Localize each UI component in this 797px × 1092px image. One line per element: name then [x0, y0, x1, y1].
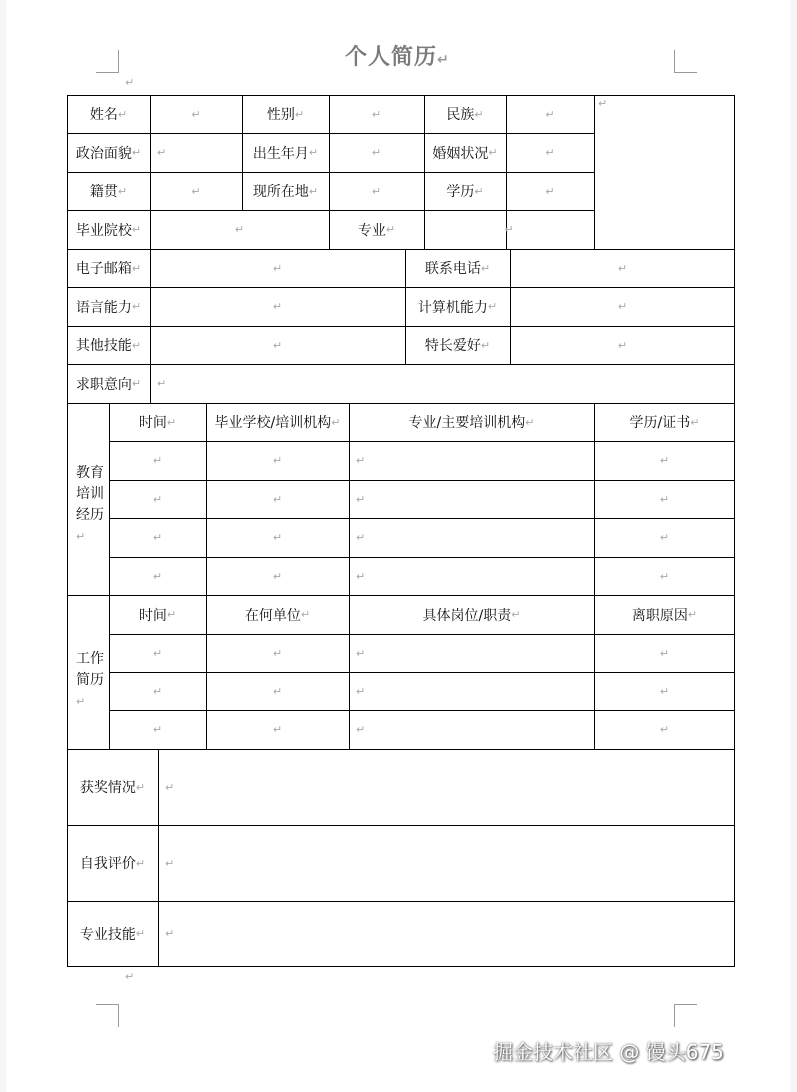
edu-certificate-cell[interactable]: ↵ — [659, 454, 670, 467]
marital-status-field[interactable]: ↵ — [545, 146, 555, 159]
crop-mark-bottom-left — [96, 1004, 119, 1027]
edu-major-cell[interactable]: ↵ — [356, 569, 366, 583]
gender-field[interactable]: ↵ — [371, 107, 382, 121]
paragraph-mark-icon: ↵ — [437, 52, 450, 68]
edu-certificate-cell[interactable]: ↵ — [659, 531, 670, 544]
label-other-skills: 其他技能 ↵ — [75, 338, 142, 354]
current-location-field[interactable]: ↵ — [371, 184, 382, 198]
edu-school-cell[interactable]: ↵ — [272, 531, 283, 544]
ethnicity-field[interactable]: ↵ — [545, 107, 555, 121]
birth-date-field[interactable]: ↵ — [371, 146, 382, 159]
label-current-location: 现所在地 ↵ — [252, 184, 319, 200]
edu-time-cell[interactable]: ↵ — [152, 569, 163, 583]
label-phone: 联系电话 ↵ — [424, 261, 491, 277]
paragraph-mark-icon: ↵ — [125, 76, 135, 89]
label-hobbies: 特长爱好 ↵ — [424, 338, 491, 354]
work-company-cell[interactable]: ↵ — [272, 723, 283, 736]
political-status-field[interactable]: ↵ — [157, 146, 167, 159]
work-header-time: 时间 ↵ — [138, 607, 177, 624]
work-reason-cell[interactable]: ↵ — [659, 646, 670, 660]
label-ethnicity: 民族 ↵ — [446, 107, 484, 123]
name-field[interactable]: ↵ — [191, 107, 201, 121]
label-political-status: 政治面貌 ↵ — [75, 145, 142, 162]
edu-major-cell[interactable]: ↵ — [356, 492, 366, 506]
work-company-cell[interactable]: ↵ — [272, 684, 283, 698]
label-gender: 性别 ↵ — [266, 107, 305, 123]
label-graduate-school: 毕业院校 ↵ — [75, 222, 142, 239]
graduate-school-field[interactable]: ↵ — [234, 223, 245, 236]
awards-field[interactable]: ↵ — [165, 780, 175, 794]
education-field[interactable]: ↵ — [545, 184, 555, 198]
native-place-field[interactable]: ↵ — [191, 184, 201, 198]
edu-time-cell[interactable]: ↵ — [152, 454, 163, 467]
self-evaluation-field[interactable]: ↵ — [165, 856, 175, 870]
table-rule — [67, 966, 735, 967]
label-native-place: 籍贯 ↵ — [89, 184, 128, 200]
label-language: 语言能力 ↵ — [75, 299, 142, 316]
page-title[interactable] — [345, 40, 450, 71]
resume-table — [67, 95, 735, 967]
edu-time-cell[interactable]: ↵ — [152, 531, 163, 544]
work-company-cell[interactable]: ↵ — [272, 646, 283, 660]
label-job-intention: 求职意向 ↵ — [75, 376, 142, 393]
crop-mark-top-right — [674, 50, 697, 73]
label-professional-skills: 专业技能 ↵ — [79, 926, 146, 943]
label-computer: 计算机能力 ↵ — [417, 299, 498, 316]
edu-certificate-cell[interactable]: ↵ — [659, 492, 670, 506]
edu-school-cell[interactable]: ↵ — [272, 569, 283, 583]
edu-school-cell[interactable]: ↵ — [272, 492, 283, 506]
work-time-cell[interactable]: ↵ — [152, 684, 163, 698]
language-field[interactable]: ↵ — [272, 300, 283, 313]
crop-mark-bottom-right — [674, 1004, 697, 1027]
major-field[interactable]: ↵ — [504, 223, 514, 236]
table-rule — [594, 95, 595, 249]
job-intention-field[interactable]: ↵ — [157, 377, 167, 390]
edu-header-school: 毕业学校/培训机构 ↵ — [214, 415, 341, 431]
edu-time-cell[interactable]: ↵ — [152, 492, 163, 506]
label-self-evaluation: 自我评价 ↵ — [79, 856, 146, 872]
work-reason-cell[interactable]: ↵ — [659, 684, 670, 698]
work-reason-cell[interactable]: ↵ — [659, 723, 670, 736]
work-section-label: 工作简历↵ — [76, 650, 104, 708]
label-education: 学历 ↵ — [446, 184, 484, 200]
label-major: 专业 ↵ — [357, 222, 396, 239]
work-header-company: 在何单位 ↵ — [244, 607, 311, 624]
professional-skills-field[interactable]: ↵ — [165, 927, 175, 940]
edu-school-cell[interactable]: ↵ — [272, 454, 283, 467]
edu-header-certificate: 学历/证书 ↵ — [629, 415, 700, 431]
edu-header-time: 时间 ↵ — [138, 415, 177, 431]
label-email: 电子邮箱 ↵ — [75, 261, 142, 277]
paragraph-mark-icon: ↵ — [125, 970, 135, 983]
label-name: 姓名 ↵ — [89, 107, 128, 123]
crop-mark-top-left — [96, 50, 119, 73]
hobbies-field[interactable]: ↵ — [617, 338, 628, 352]
work-position-cell[interactable]: ↵ — [356, 684, 366, 698]
label-marital-status: 婚姻状况 ↵ — [432, 145, 498, 162]
photo-area[interactable]: ↵ — [598, 97, 608, 110]
label-birth-date: 出生年月 ↵ — [252, 145, 319, 162]
label-awards: 获奖情况 ↵ — [79, 780, 146, 796]
page-title-text: 个人简历 — [345, 45, 438, 70]
work-time-cell[interactable]: ↵ — [152, 723, 163, 736]
watermark: 掘金技术社区 @ 馒头675 — [493, 1040, 724, 1064]
work-position-cell[interactable]: ↵ — [356, 646, 366, 660]
edu-certificate-cell[interactable]: ↵ — [659, 569, 670, 583]
edu-header-major: 专业/主要培训机构 ↵ — [408, 415, 535, 431]
other-skills-field[interactable]: ↵ — [272, 338, 283, 352]
edu-major-cell[interactable]: ↵ — [356, 454, 366, 467]
work-time-cell[interactable]: ↵ — [152, 646, 163, 660]
email-field[interactable]: ↵ — [272, 261, 283, 275]
work-position-cell[interactable]: ↵ — [356, 723, 366, 736]
phone-field[interactable]: ↵ — [617, 261, 628, 275]
education-section-label: 教育培训经历↵ — [76, 465, 104, 543]
work-header-position: 具体岗位/职责 ↵ — [422, 607, 521, 624]
work-header-reason: 离职原因 ↵ — [631, 607, 698, 624]
computer-field[interactable]: ↵ — [617, 300, 628, 313]
edu-major-cell[interactable]: ↵ — [356, 531, 366, 544]
